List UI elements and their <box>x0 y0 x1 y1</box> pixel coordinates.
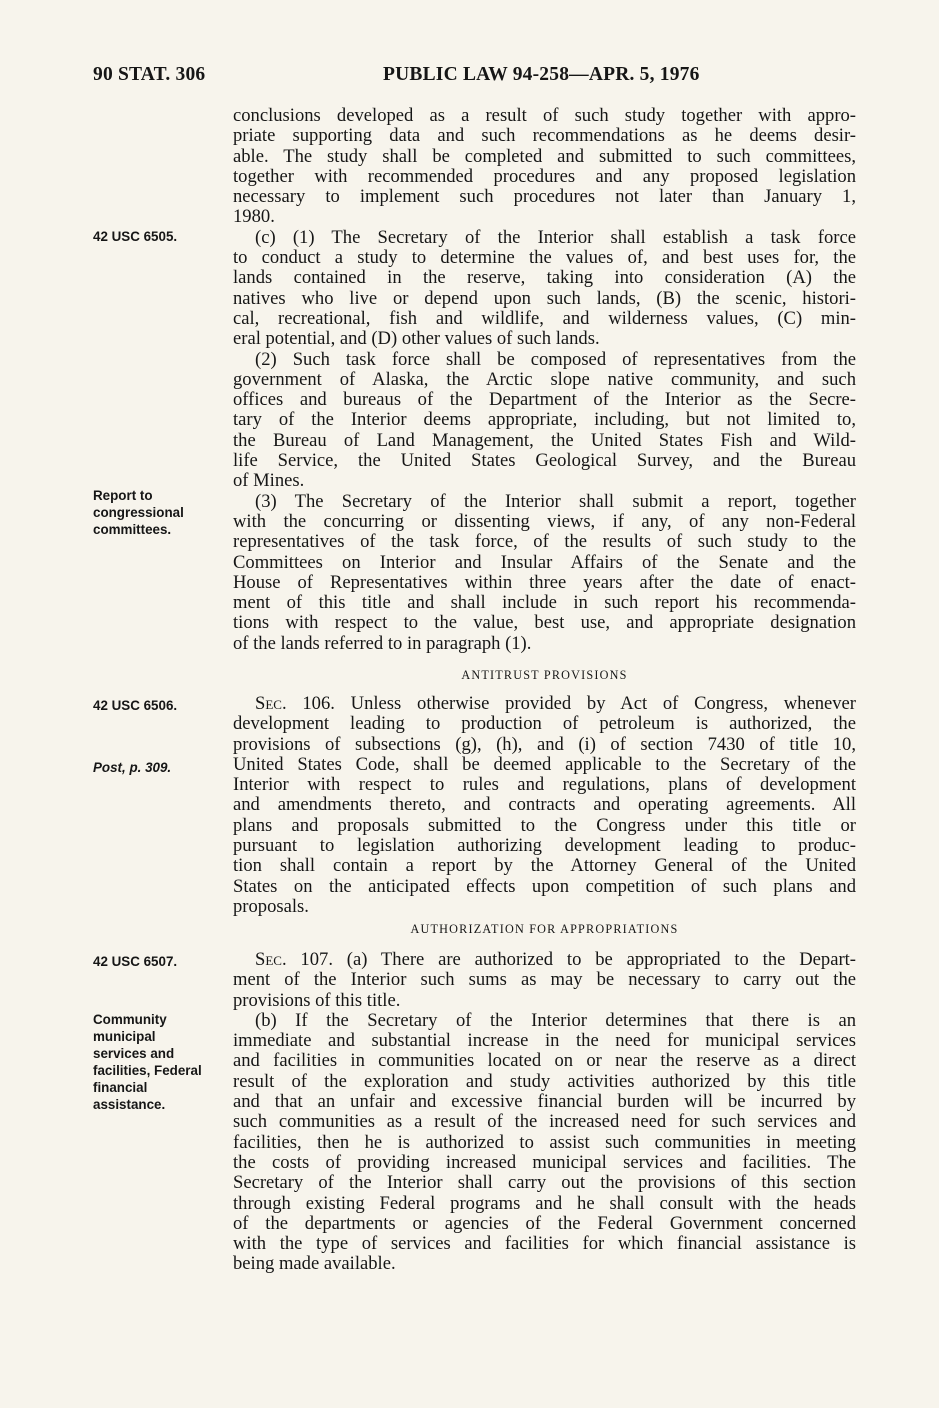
text-line: priate supporting data and such recommendations as he deems desir- <box>233 125 856 147</box>
text-line <box>233 694 856 714</box>
text-line: life Service, the United States Geological Survey, and the Bureau <box>233 450 856 472</box>
text-line: lands contained in the reserve, taking into consideration (A) the <box>233 267 856 289</box>
text-line: with the concurring or dissenting views, if any, of any non-Federal <box>233 510 856 532</box>
margin-note-post: Post, p. 309. <box>93 760 172 775</box>
section-heading-antitrust: ANTITRUST PROVISIONS <box>461 668 628 682</box>
text-line: (2) Such task force shall be composed of representatives from the <box>255 348 856 370</box>
text-line: facilities, then he is authorized to assist such communities in meeting <box>233 1131 856 1153</box>
text-line-rest: 107. (a) There are authorized to be appropriated to the Depart- <box>286 949 856 970</box>
body-block-section-105 <box>233 106 856 654</box>
stat-reference: 90 STAT. 306 <box>93 64 206 85</box>
text-line: conclusions developed as a result of such study together with appro- <box>233 105 856 126</box>
text-line: the Bureau of Land Management, the United States Fish and Wild- <box>233 429 856 451</box>
text-line: such communities as a result of the increased need for such services and <box>233 1111 856 1133</box>
text-line: and amendments thereto, and contracts and operating agreements. All <box>233 794 856 816</box>
text-line: and that an unfair and excessive financial burden will be incurred by <box>233 1091 856 1113</box>
text-line: natives who live or depend upon such lands, (B) the scenic, histori- <box>233 287 856 309</box>
text-line: (c) (1) The Secretary of the Interior shall establish a task force <box>255 226 856 248</box>
margin-note-line: facilities, Federal <box>93 1063 202 1078</box>
text-line: offices and bureaus of the Department of the Interior as the Secre- <box>233 389 856 411</box>
text-line: necessary to implement such procedures not later than January 1, <box>233 186 856 208</box>
margin-note-line: assistance. <box>93 1097 166 1112</box>
text-line: States on the anticipated effects upon competition of such plans and <box>233 875 856 897</box>
text-line: provisions of this title. <box>233 989 401 1011</box>
margin-note-usc-6507: 42 USC 6507. <box>93 954 178 969</box>
text-line: to conduct a study to determine the values of, and best uses for, the <box>233 247 856 269</box>
text-line: (b) If the Secretary of the Interior determines that there is an <box>255 1009 856 1031</box>
sec-label: Sec. <box>255 949 287 970</box>
text-line: United States Code, shall be deemed applicable to the Secretary of the <box>233 753 856 775</box>
margin-note-line: Community <box>93 1012 167 1027</box>
text-line-rest: 106. Unless otherwise provided by Act of Congress, whenever <box>286 693 856 714</box>
margin-note-line: municipal <box>93 1029 156 1044</box>
text-line: pursuant to legislation authorizing development leading to produc- <box>233 835 856 857</box>
text-line: tary of the Interior deems appropriate, including, but not limited to, <box>233 409 856 431</box>
margin-note-line: congressional <box>93 505 184 520</box>
margin-note-line: services and <box>93 1046 175 1061</box>
text-line: immediate and substantial increase in the need for municipal services <box>233 1030 856 1052</box>
text-line: representatives of the task force, of the results of such study to the <box>233 531 856 553</box>
bleed-through-note <box>95 288 223 304</box>
margin-note-line: Report to <box>93 488 153 503</box>
text-line: plans and proposals submitted to the Congress under this title or <box>233 814 856 836</box>
text-line: Secretary of the Interior shall carry out the provisions of this section <box>233 1172 856 1194</box>
margin-note-usc-6506: 42 USC 6506. <box>93 698 178 713</box>
text-line: being made available. <box>233 1253 396 1275</box>
margin-note-community <box>93 1011 233 1113</box>
text-line: of Mines. <box>233 470 305 492</box>
body-block-section-106 <box>233 694 856 917</box>
text-line: (3) The Secretary of the Interior shall submit a report, together <box>255 490 856 512</box>
margin-note-usc-6505: 42 USC 6505. <box>93 229 178 244</box>
section-heading-appropriations: AUTHORIZATION FOR APPROPRIATIONS <box>410 922 679 936</box>
text-line: with the type of services and facilities for which financial assistance is <box>233 1233 856 1255</box>
text-line: of the departments or agencies of the Federal Government concerned <box>233 1212 856 1234</box>
text-line: ment of this title and shall include in such report his recommenda- <box>233 592 856 614</box>
text-line: provisions of subsections (g), (h), and (i) of section 7430 of title 10, <box>233 733 856 755</box>
text-line: and facilities in communities located on or near the reserve as a direct <box>233 1050 856 1072</box>
margin-note-line: financial <box>93 1080 148 1095</box>
text-line: development leading to production of petroleum is authorized, the <box>233 713 856 735</box>
text-line: able. The study shall be completed and submitted to such committees, <box>233 145 856 167</box>
text-line: government of Alaska, the Arctic slope native community, and such <box>233 368 856 390</box>
text-line: 1980. <box>233 206 275 228</box>
text-line: Committees on Interior and Insular Affairs of the Senate and the <box>233 551 856 573</box>
text-line: cal, recreational, fish and wildlife, and wilderness values, (C) min- <box>233 307 856 329</box>
text-line: the costs of providing increased municipal services and facilities. The <box>233 1151 856 1173</box>
body-block-section-107 <box>233 950 856 1275</box>
page-title: PUBLIC LAW 94-258—APR. 5, 1976 <box>383 64 700 85</box>
text-line <box>233 950 856 970</box>
text-line: result of the exploration and study activities authorized by this title <box>233 1070 856 1092</box>
text-line: tions with respect to the value, best use, and appropriate designation <box>233 612 856 634</box>
text-line: House of Representatives within three years after the date of enact- <box>233 571 856 593</box>
text-line: through existing Federal programs and he shall consult with the heads <box>233 1192 856 1214</box>
text-line: eral potential, and (D) other values of such lands. <box>233 328 600 350</box>
margin-note-report <box>93 487 233 538</box>
text-line: of the lands referred to in paragraph (1). <box>233 632 532 654</box>
text-line: proposals. <box>233 895 309 917</box>
text-line: tion shall contain a report by the Attorney General of the United <box>233 855 856 877</box>
text-line: Interior with respect to rules and regulations, plans of development <box>233 774 856 796</box>
text-line: together with recommended procedures and any proposed legislation <box>233 165 856 187</box>
margin-note-line: committees. <box>93 522 172 537</box>
text-line: ment of the Interior such sums as may be necessary to carry out the <box>233 969 856 991</box>
sec-label: Sec. <box>255 693 287 714</box>
